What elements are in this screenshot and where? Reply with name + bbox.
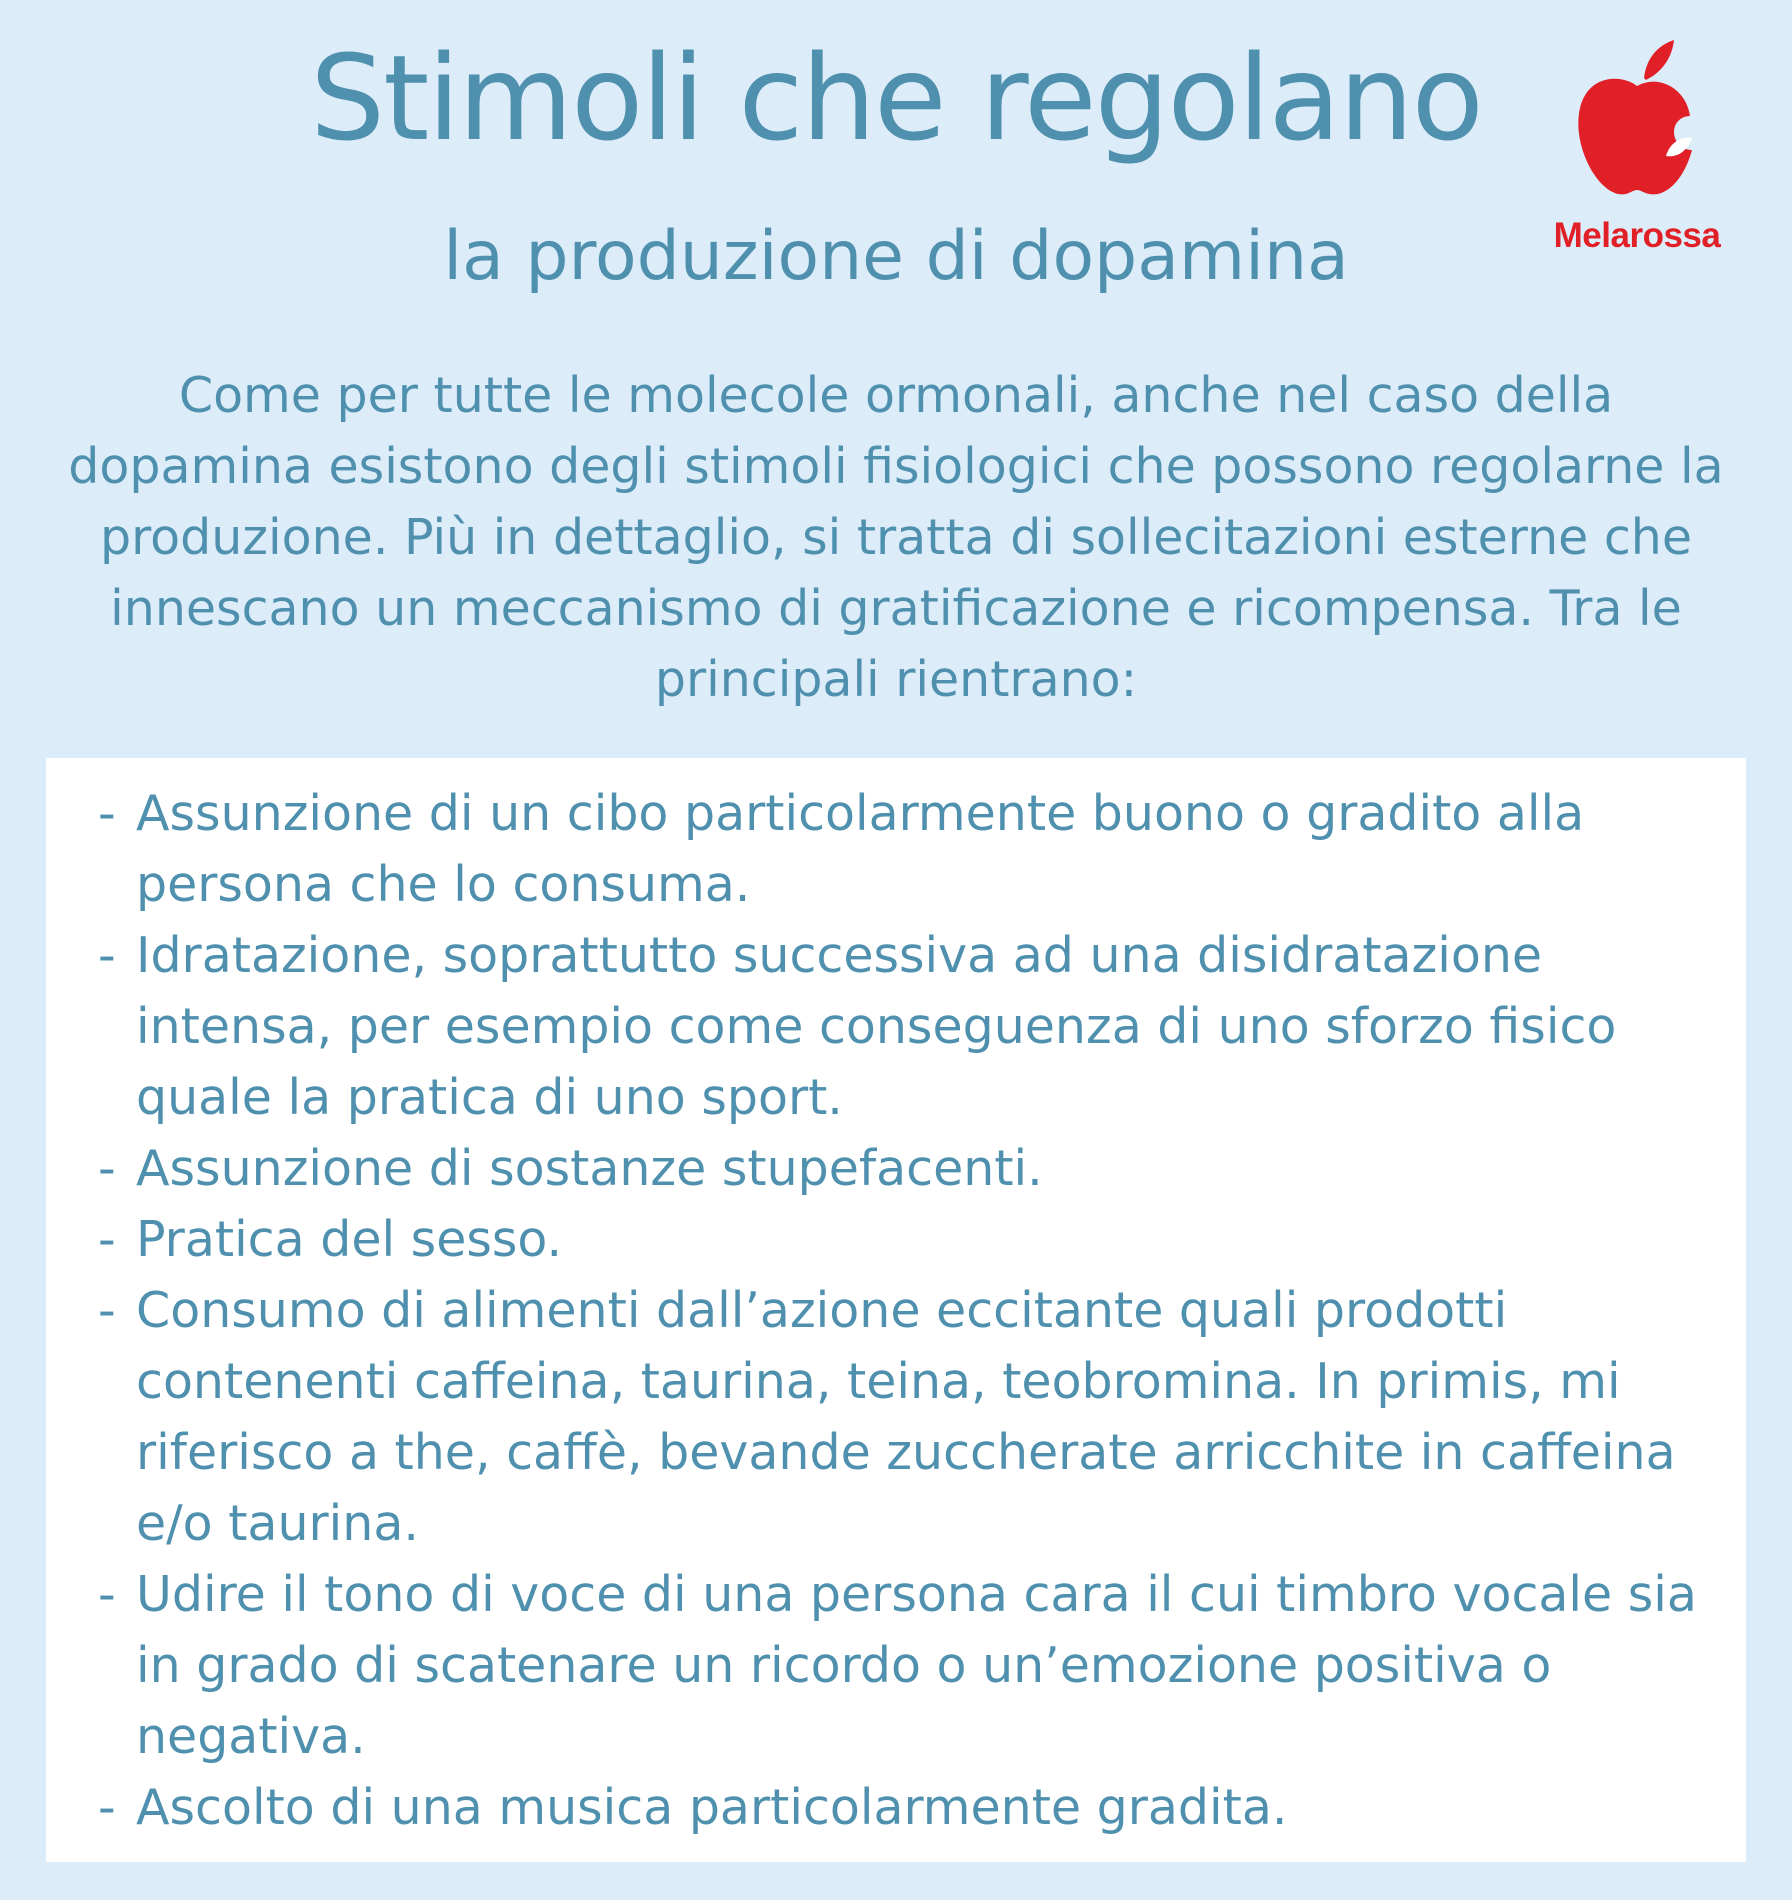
stimuli-list bbox=[98, 778, 1708, 1843]
list-item bbox=[98, 778, 1708, 920]
list-item bbox=[98, 1772, 1708, 1843]
list-item-text: Ascolto di una musica particolarmente gradita. bbox=[136, 1779, 1288, 1836]
list-item bbox=[98, 1559, 1708, 1772]
list-item-text: Pratica del sesso. bbox=[136, 1211, 563, 1268]
page-subtitle: la produzione di dopamina bbox=[443, 217, 1349, 296]
list-item bbox=[98, 1204, 1708, 1275]
list-item-text: Assunzione di un cibo particolarmente buono o gradito alla persona che lo consuma. bbox=[136, 785, 1585, 913]
bullet-dash: - bbox=[98, 927, 116, 984]
list-item-text: Consumo di alimenti dall’azione eccitante quali prodotti contenenti caffeina, taurina, teina, teobromina. In primis, mi riferisco a the, caffè, bevande zuccherate arricchite in caffeina e/o taurina. bbox=[136, 1282, 1676, 1552]
bullet-dash: - bbox=[98, 1282, 116, 1339]
list-item-text: Assunzione di sostanze stupefacenti. bbox=[136, 1140, 1043, 1197]
list-item bbox=[98, 1133, 1708, 1204]
bullet-dash: - bbox=[98, 1211, 116, 1268]
bullet-dash: - bbox=[98, 1140, 116, 1197]
list-item-text: Udire il tono di voce di una persona cara il cui timbro vocale sia in grado di scatenare un ricordo o un’emozione positiva o negativa. bbox=[136, 1566, 1697, 1765]
apple-icon bbox=[1574, 38, 1700, 198]
list-item bbox=[98, 1275, 1708, 1559]
page-title: Stimoli che regolano bbox=[310, 29, 1482, 167]
bullet-dash: - bbox=[98, 1566, 116, 1623]
list-item bbox=[98, 920, 1708, 1133]
logo-brand-text: Melarossa bbox=[1553, 216, 1721, 255]
melarossa-logo bbox=[1532, 38, 1742, 268]
bullet-dash: - bbox=[98, 1779, 116, 1836]
bullet-dash: - bbox=[98, 785, 116, 842]
stimuli-panel bbox=[46, 758, 1746, 1862]
list-item-text: Idratazione, soprattutto successiva ad una disidratazione intensa, per esempio come conseguenza di uno sforzo fisico quale la pratica di uno sport. bbox=[136, 927, 1617, 1126]
intro-paragraph: Come per tutte le molecole ormonali, anche nel caso della dopamina esistono degli stimoli fisiologici che possono regolarne la produzione. Più in dettaglio, si tratta di sollecitazioni esterne che innescano un meccanismo di gratificazione e ricompensa. Tra le principali rientrano: bbox=[68, 367, 1724, 708]
